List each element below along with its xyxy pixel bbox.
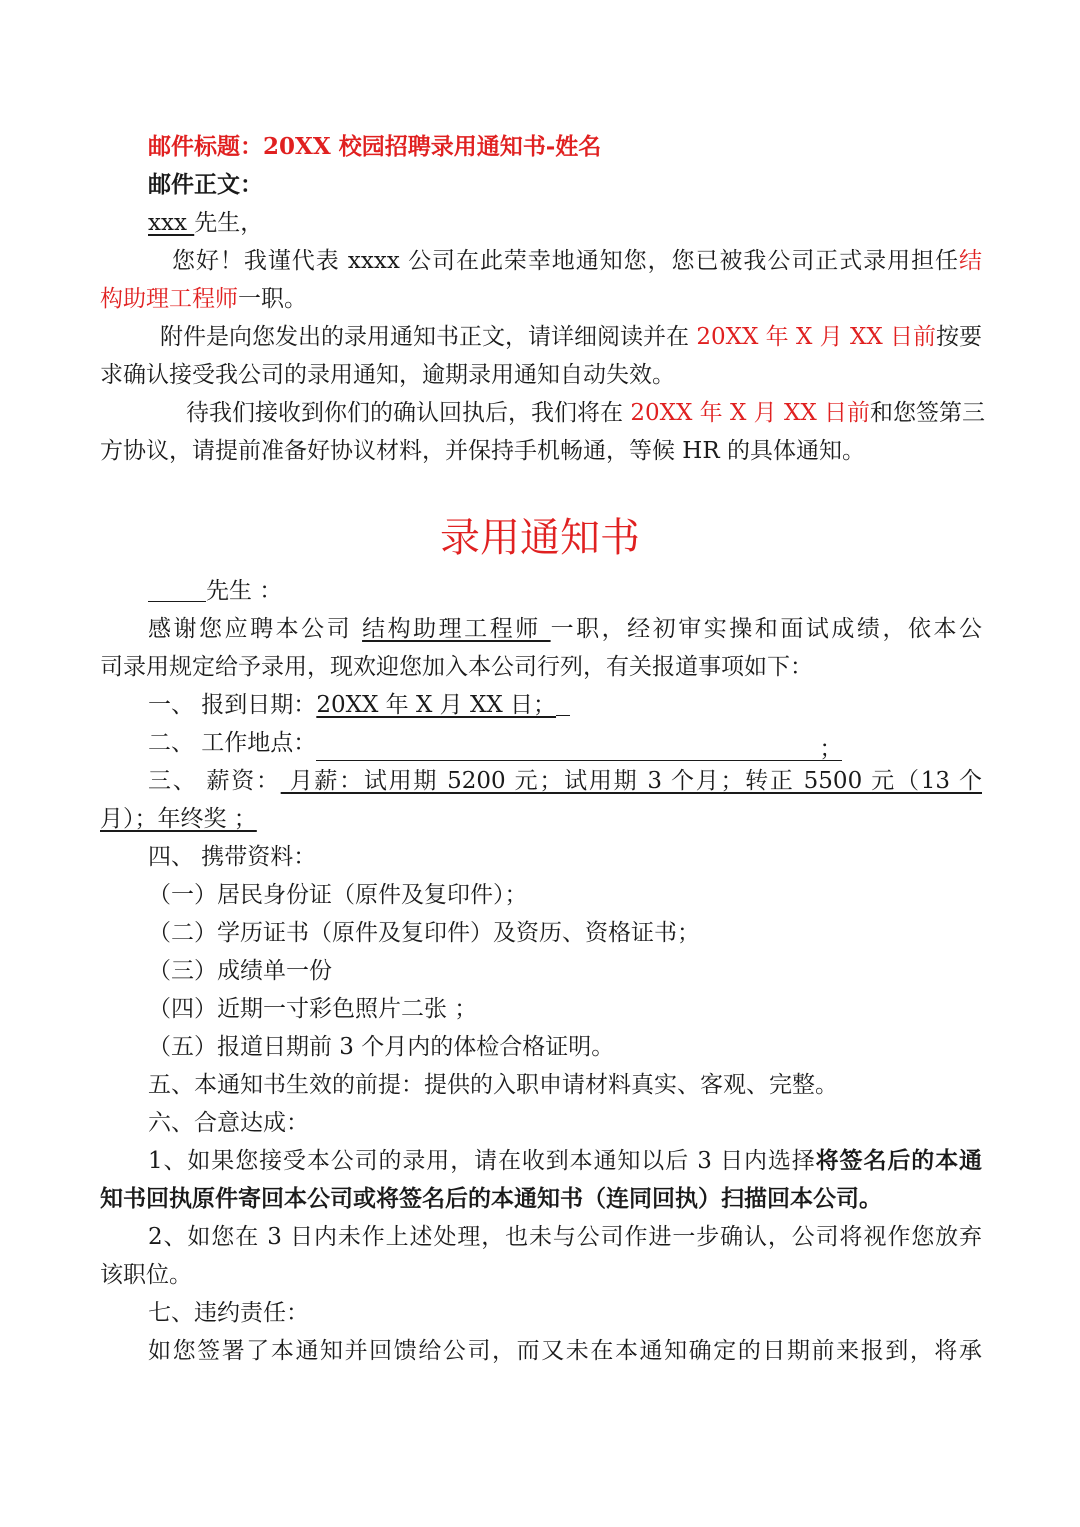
item-salary-line-1 xyxy=(148,762,982,800)
notice-intro-line-2: 司录用规定给予录用，现欢迎您加入本公司行列，有关报道事项如下： xyxy=(100,654,813,680)
material-item: （五）报道日期前 3 个月内的体检合格证明。 xyxy=(148,1034,615,1060)
agreement-1-line-1 xyxy=(148,1142,982,1180)
material-item: （二）学历证书（原件及复印件）及资历、资格证书； xyxy=(148,920,700,946)
intro-position: 结构助理工程师 xyxy=(362,616,551,642)
agreement-1-line-2: 知书回执原件寄回本公司或将签名后的本通知书（连同回执）扫描回本公司。 xyxy=(100,1185,882,1212)
item1-value: 20XX 年 X 月 XX 日； xyxy=(316,692,557,718)
item-report-date xyxy=(148,686,1030,724)
p3-text: 待我们接收到你们的确认回执后，我们将在 xyxy=(186,400,631,426)
material-item: （三）成绩单一份 xyxy=(148,958,332,984)
email-paragraph-1-line-2 xyxy=(100,280,982,318)
item-agreement: 六、合意达成： xyxy=(148,1110,309,1136)
p3-text-b: 和您签第三 xyxy=(870,400,986,426)
p2-text: 附件是向您发出的录用通知书正文，请详细阅读并在 xyxy=(160,324,697,350)
agreement-2-line-1: 2、如您在 3 日内未作上述处理，也未与公司作进一步确认，公司将视作您放弃 xyxy=(148,1224,982,1250)
p1-position-red: 结 xyxy=(959,248,982,274)
p1-text: 您好！我谨代表 xxxx 公司在此荣幸地通知您，您已被我公司正式录用担任 xyxy=(172,248,959,274)
item1-label: 一、 报到日期： xyxy=(148,692,317,718)
item3-value: 月薪：试用期 5200 元；试用期 3 个月；转正 5500 元（13 个 xyxy=(280,768,982,794)
item1-tail xyxy=(556,687,570,716)
email-salutation xyxy=(148,204,1030,242)
email-paragraph-3-line-2: 方协议，请提前准备好协议材料，并保持手机畅通，等候 HR 的具体通知。 xyxy=(100,438,865,464)
email-body-label: 邮件正文： xyxy=(148,171,263,198)
item2-blank xyxy=(316,730,842,761)
salutation-suffix: 先生， xyxy=(194,210,264,236)
p1-position-red-cont: 构助理工程师 xyxy=(100,286,238,312)
notice-title: 录用通知书 xyxy=(440,515,640,561)
item2-value: ； xyxy=(819,736,843,762)
addressee-suffix: 先生 ： xyxy=(206,578,283,604)
agreement-2-line-2: 该职位。 xyxy=(100,1262,192,1288)
salutation-name: xxx xyxy=(148,210,195,236)
material-item: （一）居民身份证（原件及复印件）； xyxy=(148,882,528,908)
email-paragraph-3-line-1 xyxy=(186,394,986,432)
item-salary-line-2 xyxy=(100,800,982,838)
p3-deadline: 20XX 年 X 月 XX 日前 xyxy=(630,400,871,426)
notice-addressee xyxy=(148,572,1030,610)
material-item: （四）近期一寸彩色照片二张 ； xyxy=(148,996,478,1022)
item3-label: 三、 薪资： xyxy=(148,768,281,794)
p2-deadline: 20XX 年 X 月 XX 日前 xyxy=(696,324,937,350)
item2-label: 二、 工作地点： xyxy=(148,730,317,756)
email-subject: 邮件标题：20XX 校园招聘录用通知书-姓名 xyxy=(148,133,602,160)
item3-value-cont: 月）；年终奖 ； xyxy=(100,806,257,832)
intro-text: 感谢您应聘本公司 xyxy=(148,616,363,642)
p2-text-b: 按要 xyxy=(936,324,983,350)
email-paragraph-1-line-1 xyxy=(172,242,982,280)
item-breach: 七、违约责任： xyxy=(148,1300,309,1326)
email-paragraph-2-line-2: 求确认接受我公司的录用通知，逾期录用通知自动失效。 xyxy=(100,362,675,388)
addressee-blank xyxy=(148,573,206,602)
agreement-1-bold: 将签名后的本通 xyxy=(815,1147,983,1174)
email-paragraph-2-line-1 xyxy=(160,318,982,356)
item-work-location xyxy=(148,724,1030,762)
item-materials: 四、 携带资料： xyxy=(148,844,317,870)
item-validity: 五、本通知书生效的前提：提供的入职申请材料真实、客观、完整。 xyxy=(148,1072,838,1098)
intro-text-b: 一职，经初审实操和面试成绩，依本公 xyxy=(550,616,983,642)
agreement-1-text: 1、如果您接受本公司的录用，请在收到本通知以后 3 日内选择 xyxy=(148,1148,816,1174)
notice-intro-line-1 xyxy=(148,610,982,648)
p1-text-end: 一职。 xyxy=(238,286,307,312)
breach-text: 如您签署了本通知并回馈给公司，而又未在本通知确定的日期前来报到，将承 xyxy=(148,1338,982,1364)
